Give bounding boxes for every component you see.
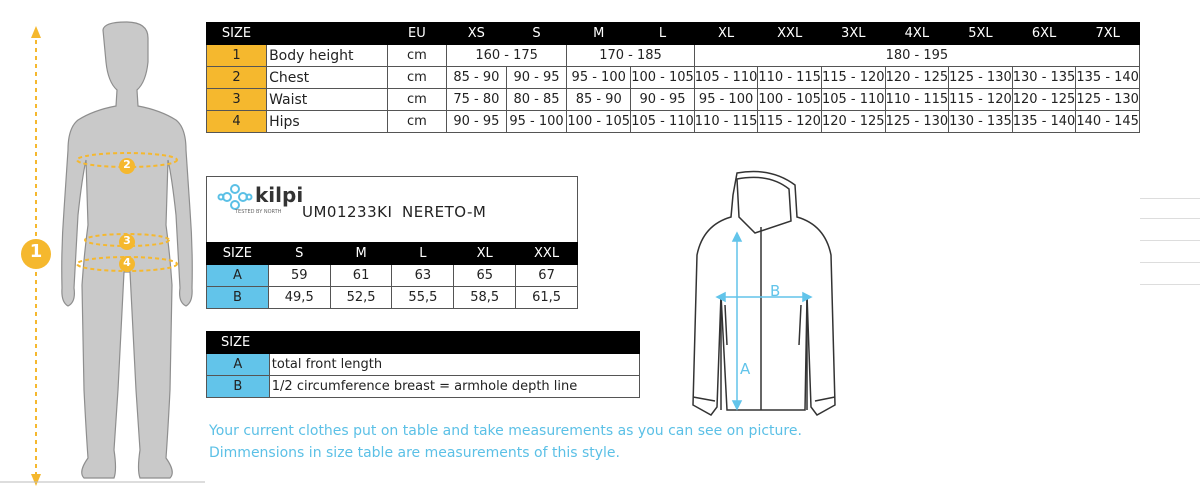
- jacket-label-b: B: [770, 282, 781, 300]
- product-header: [206, 176, 578, 242]
- value-cell: 100 - 105: [631, 67, 695, 89]
- row-label: B: [207, 287, 269, 309]
- table-row-hips: [207, 111, 1140, 133]
- header-cell: M: [330, 243, 392, 265]
- value-cell: 65: [454, 265, 516, 287]
- value-cell: 110 - 115: [758, 67, 822, 89]
- value-cell: 110 - 115: [885, 89, 949, 111]
- product-code: UM01233KI: [302, 203, 393, 221]
- row-label: Chest: [267, 67, 388, 89]
- unit-cell: cm: [387, 45, 446, 67]
- value-cell: 63: [392, 265, 454, 287]
- value-cell: 95 - 100: [506, 111, 566, 133]
- value-cell: 120 - 125: [1012, 89, 1076, 111]
- value-cell: 115 - 120: [758, 111, 822, 133]
- header-cell: SIZE: [207, 23, 267, 45]
- table-row-a: [207, 265, 578, 287]
- header-cell: 5XL: [949, 23, 1013, 45]
- row-label: Body height: [267, 45, 388, 67]
- row-number: 3: [207, 89, 267, 111]
- unit-cell: cm: [387, 111, 446, 133]
- marker-3-label: 3: [123, 234, 131, 247]
- marker-2-label: 2: [123, 158, 131, 171]
- value-cell: 80 - 85: [506, 89, 566, 111]
- header-cell: 7XL: [1076, 23, 1140, 45]
- body-size-table: [206, 22, 1140, 133]
- row-label: A: [207, 265, 269, 287]
- value-cell: 85 - 90: [567, 89, 631, 111]
- row-number: 4: [207, 111, 267, 133]
- value-cell: 90 - 95: [631, 89, 695, 111]
- value-cell: 125 - 130: [949, 67, 1013, 89]
- value-cell: 90 - 95: [506, 67, 566, 89]
- range-cell: 180 - 195: [694, 45, 1139, 67]
- header-cell: XXL: [758, 23, 822, 45]
- jacket-label-a: A: [740, 360, 751, 378]
- product-name: NERETO-M: [402, 203, 487, 221]
- header-cell: XXL: [516, 243, 578, 265]
- value-cell: 67: [516, 265, 578, 287]
- row-label: A: [207, 354, 270, 376]
- value-cell: 58,5: [454, 287, 516, 309]
- value-cell: 135 - 140: [1012, 111, 1076, 133]
- value-cell: 105 - 110: [821, 89, 885, 111]
- value-cell: 135 - 140: [1076, 67, 1140, 89]
- legend-description: 1/2 circumference breast = armhole depth line: [269, 376, 639, 398]
- header-cell: 6XL: [1012, 23, 1076, 45]
- value-cell: 49,5: [268, 287, 330, 309]
- value-cell: 115 - 120: [949, 89, 1013, 111]
- row-label: B: [207, 376, 270, 398]
- header-cell: L: [631, 23, 695, 45]
- size-header-row: [207, 23, 1140, 45]
- brand-name: kilpi: [255, 183, 304, 207]
- table-row-waist: [207, 89, 1140, 111]
- value-cell: 59: [268, 265, 330, 287]
- header-cell: SIZE: [207, 332, 270, 354]
- marker-1-label: 1: [29, 241, 43, 262]
- value-cell: 120 - 125: [885, 67, 949, 89]
- header-cell: SIZE: [207, 243, 269, 265]
- header-cell: S: [268, 243, 330, 265]
- unit-cell: cm: [387, 67, 446, 89]
- value-cell: 61,5: [516, 287, 578, 309]
- hint-line-2: Dimmensions in size table are measurements of this style.: [209, 445, 620, 461]
- hint-line-1: Your current clothes put on table and take measurements as you can see on picture.: [209, 423, 802, 439]
- value-cell: 75 - 80: [447, 89, 507, 111]
- header-cell: L: [392, 243, 454, 265]
- header-cell: XS: [447, 23, 507, 45]
- value-cell: 85 - 90: [447, 67, 507, 89]
- value-cell: 95 - 100: [694, 89, 758, 111]
- value-cell: 100 - 105: [567, 111, 631, 133]
- value-cell: 100 - 105: [758, 89, 822, 111]
- value-cell: 120 - 125: [821, 111, 885, 133]
- header-cell: EU: [387, 23, 446, 45]
- table-row-body-height: [207, 45, 1140, 67]
- garment-header-row: [207, 243, 578, 265]
- value-cell: 90 - 95: [447, 111, 507, 133]
- row-label: Hips: [267, 111, 388, 133]
- legend-description: total front length: [269, 354, 639, 376]
- garment-size-table: [206, 242, 578, 309]
- legend-header-row: [207, 332, 640, 354]
- jacket-diagram: [675, 165, 845, 425]
- header-cell: M: [567, 23, 631, 45]
- header-cell: XL: [694, 23, 758, 45]
- value-cell: 130 - 135: [949, 111, 1013, 133]
- table-row-b: [207, 287, 578, 309]
- range-cell: 170 - 185: [567, 45, 695, 67]
- header-cell: [269, 332, 639, 354]
- range-cell: 160 - 175: [447, 45, 567, 67]
- brand-tagline: TESTED BY NORTH: [235, 209, 282, 215]
- value-cell: 125 - 130: [885, 111, 949, 133]
- value-cell: 125 - 130: [1076, 89, 1140, 111]
- header-cell: [267, 23, 388, 45]
- value-cell: 140 - 145: [1076, 111, 1140, 133]
- header-cell: 4XL: [885, 23, 949, 45]
- row-number: 2: [207, 67, 267, 89]
- legend-table: [206, 331, 640, 398]
- row-number: 1: [207, 45, 267, 67]
- kilpi-logo-icon: [217, 183, 253, 211]
- value-cell: 115 - 120: [821, 67, 885, 89]
- value-cell: 105 - 110: [694, 67, 758, 89]
- unit-cell: cm: [387, 89, 446, 111]
- marker-4-label: 4: [123, 256, 131, 269]
- header-cell: S: [506, 23, 566, 45]
- legend-row-a: [207, 354, 640, 376]
- value-cell: 130 - 135: [1012, 67, 1076, 89]
- header-cell: 3XL: [821, 23, 885, 45]
- row-label: Waist: [267, 89, 388, 111]
- value-cell: 61: [330, 265, 392, 287]
- table-row-chest: [207, 67, 1140, 89]
- header-cell: XL: [454, 243, 516, 265]
- value-cell: 52,5: [330, 287, 392, 309]
- value-cell: 110 - 115: [694, 111, 758, 133]
- value-cell: 95 - 100: [567, 67, 631, 89]
- legend-row-b: [207, 376, 640, 398]
- value-cell: 55,5: [392, 287, 454, 309]
- value-cell: 105 - 110: [631, 111, 695, 133]
